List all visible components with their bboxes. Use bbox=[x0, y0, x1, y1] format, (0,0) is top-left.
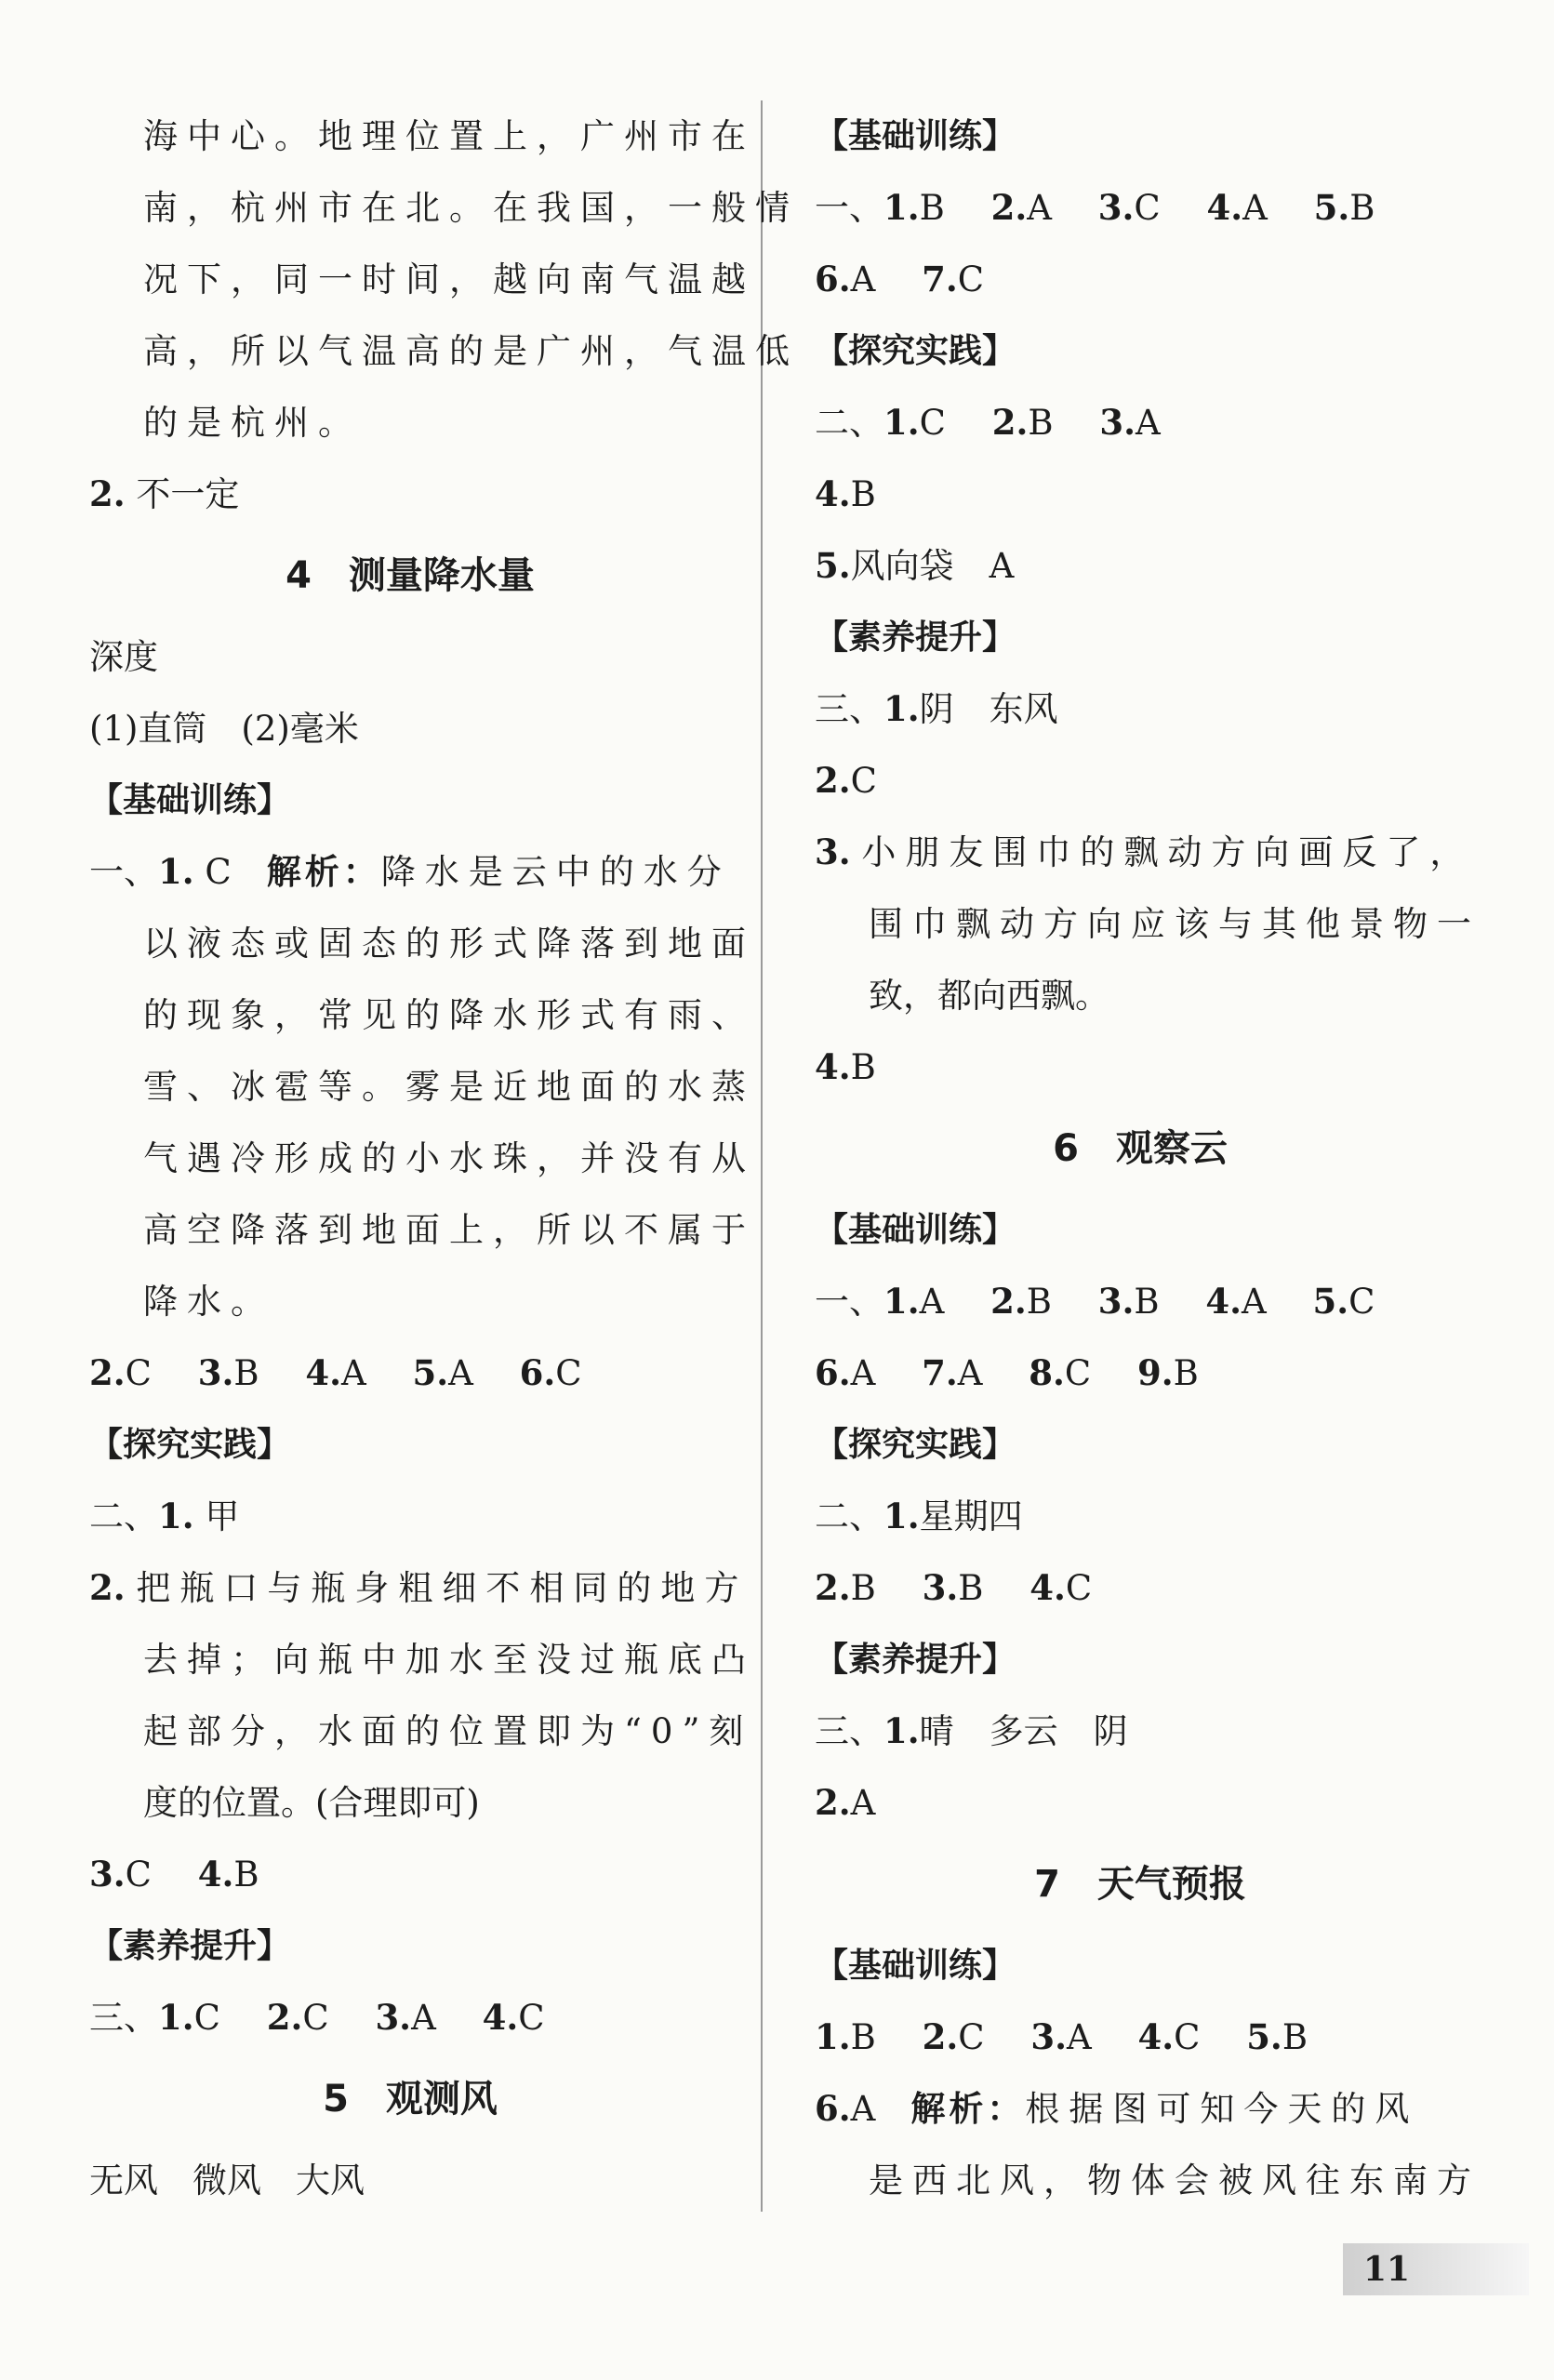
answer-row bbox=[815, 244, 1466, 315]
analysis-line: 降水。 bbox=[143, 1282, 274, 1322]
subsection-heading: 【素养提升】 bbox=[815, 1641, 1016, 1679]
question-number: 1. bbox=[883, 1710, 920, 1751]
answer-text-line: 度的位置。(合理即可) bbox=[143, 1783, 480, 1823]
answer-value: A bbox=[957, 1353, 983, 1393]
answer-value: A bbox=[1135, 403, 1161, 443]
question-number: 1. bbox=[883, 688, 920, 729]
answer-value: B bbox=[1282, 2017, 1308, 2057]
question-number: 3. bbox=[922, 1567, 959, 1608]
section-number: 6 bbox=[1053, 1127, 1079, 1170]
question-number: 2. bbox=[990, 1281, 1027, 1322]
answer-value: 阴 bbox=[919, 689, 954, 729]
answer-value: C bbox=[1065, 1568, 1093, 1608]
answer-value: C bbox=[205, 852, 232, 892]
answer-value: 风向袋 bbox=[850, 546, 954, 586]
question-number: 5. bbox=[1246, 2016, 1282, 2057]
question-number: 2. bbox=[922, 2016, 959, 2057]
analysis-text: 根据图可知今天的风 bbox=[1025, 2089, 1419, 2129]
question-number: 4. bbox=[197, 1854, 234, 1895]
subsection-heading: 【基础训练】 bbox=[815, 1211, 1016, 1249]
answer-text-line: 去掉；向瓶中加水至没过瓶底凸 bbox=[143, 1640, 755, 1680]
answer-value: C bbox=[125, 1855, 152, 1895]
question-number: 4. bbox=[305, 1352, 341, 1393]
section-number: 7 bbox=[1034, 1863, 1060, 1906]
answer-value: B bbox=[1026, 1282, 1052, 1322]
analysis-text: 降水是云中的水分 bbox=[380, 852, 731, 892]
question-number: 7. bbox=[922, 259, 958, 299]
part-prefix: 三、 bbox=[815, 689, 883, 729]
analysis-label: 解析： bbox=[910, 2089, 1026, 2129]
answer-value: 阴 bbox=[1093, 1711, 1128, 1751]
subsection-heading: 【基础训练】 bbox=[815, 1947, 1016, 1985]
question-number: 4. bbox=[482, 1997, 519, 2038]
question-number: 3. bbox=[89, 1854, 126, 1895]
answer-value: C bbox=[125, 1353, 152, 1393]
answer-value: A bbox=[1242, 1282, 1267, 1322]
answer-value: B bbox=[958, 1568, 984, 1608]
section-heading bbox=[815, 1103, 1466, 1194]
answer-value: C bbox=[1064, 1353, 1092, 1393]
answer-row bbox=[815, 1337, 1466, 1409]
answer-value: A bbox=[340, 1353, 366, 1393]
question-number: 2. bbox=[991, 402, 1029, 443]
question-number: 7. bbox=[922, 1352, 958, 1393]
column-divider bbox=[761, 100, 763, 2212]
section-heading bbox=[89, 530, 731, 621]
question-number: 1. bbox=[883, 1496, 920, 1536]
answer-row bbox=[815, 530, 1466, 602]
question-number: 6. bbox=[815, 259, 851, 299]
left-column bbox=[89, 100, 799, 2216]
question-number: 4. bbox=[1206, 187, 1243, 228]
section-title: 观测风 bbox=[385, 2078, 498, 2121]
subsection-heading: 【素养提升】 bbox=[815, 618, 1016, 657]
answer-value: B bbox=[850, 1568, 876, 1608]
question-number: 1. bbox=[883, 402, 920, 443]
answer-row bbox=[89, 1337, 731, 1409]
answer-row bbox=[815, 1266, 1466, 1337]
answer-value: B bbox=[1134, 1282, 1160, 1322]
question-number: 2. bbox=[89, 1567, 126, 1608]
analysis-line: 以液态或固态的形式降落到地面 bbox=[143, 924, 755, 964]
question-number: 4. bbox=[1205, 1281, 1242, 1322]
answer-value: A bbox=[411, 1998, 436, 2038]
answer-value: 甲 bbox=[205, 1496, 240, 1536]
answer-row bbox=[815, 745, 1466, 817]
subsection-heading: 【素养提升】 bbox=[89, 1927, 291, 1965]
question-number: 1. bbox=[158, 1997, 194, 2038]
question-number: 2. bbox=[815, 760, 851, 801]
section-heading bbox=[815, 1839, 1466, 1930]
part-prefix: 一、 bbox=[815, 1282, 883, 1322]
answer-value: B bbox=[233, 1855, 259, 1895]
continued-line: 高，所以气温高的是广州，气温低 bbox=[143, 331, 799, 371]
part-prefix: 一、 bbox=[815, 188, 883, 228]
answer-value: C bbox=[850, 761, 877, 801]
answer-row bbox=[815, 459, 1466, 530]
question-number: 6. bbox=[519, 1352, 556, 1393]
answer-row bbox=[815, 1695, 1466, 1767]
question-number: 2. bbox=[990, 187, 1028, 228]
answer-text: 把瓶口与瓶身粗细不相同的地方 bbox=[136, 1568, 749, 1608]
answer-value: A bbox=[850, 259, 876, 299]
question-number: 6. bbox=[815, 1352, 851, 1393]
question-number: 3. bbox=[1030, 2016, 1067, 2057]
question-number: 5. bbox=[1312, 1281, 1349, 1322]
question-number: 2. bbox=[815, 1782, 851, 1823]
answer-line: (1)直筒 (2)毫米 bbox=[89, 709, 359, 749]
section-heading bbox=[89, 2054, 731, 2145]
answer-value: B bbox=[850, 2017, 876, 2057]
answer-value: A bbox=[989, 546, 1015, 586]
answer-row bbox=[815, 1767, 1466, 1839]
answer-text: 不一定 bbox=[136, 474, 240, 514]
part-prefix: 三、 bbox=[815, 1711, 883, 1751]
subsection-heading: 【探究实践】 bbox=[89, 1426, 291, 1464]
answer-text-line: 致，都向西飘。 bbox=[869, 976, 1109, 1016]
part-prefix: 一、 bbox=[89, 852, 158, 892]
question-number: 1. bbox=[158, 1496, 194, 1536]
answer-value: A bbox=[850, 1783, 876, 1823]
continued-line: 的是杭州。 bbox=[143, 403, 362, 443]
answer-value: A bbox=[448, 1353, 473, 1393]
question-number: 4. bbox=[815, 473, 851, 514]
subsection-heading: 【基础训练】 bbox=[815, 117, 1016, 155]
question-number: 8. bbox=[1029, 1352, 1065, 1393]
answer-value: C bbox=[193, 1998, 220, 2038]
question-number: 4. bbox=[1137, 2016, 1175, 2057]
question-number: 1. bbox=[158, 851, 194, 892]
question-number: 3. bbox=[1097, 1281, 1135, 1322]
section-title: 测量降水量 bbox=[348, 554, 535, 597]
part-prefix: 二、 bbox=[815, 1496, 883, 1536]
answer-line: 深度 bbox=[89, 637, 158, 677]
answer-row bbox=[89, 1839, 731, 1910]
answer-value: B bbox=[850, 1047, 876, 1087]
answer-value: A bbox=[850, 1353, 876, 1393]
question-number: 3. bbox=[197, 1352, 234, 1393]
subsection-heading: 【探究实践】 bbox=[815, 1426, 1016, 1464]
answer-value: C bbox=[919, 403, 946, 443]
answer-row bbox=[815, 673, 1466, 745]
question-number: 3. bbox=[1097, 187, 1135, 228]
page-number: 11 bbox=[1343, 2243, 1529, 2295]
question-number: 1. bbox=[883, 1281, 920, 1322]
answer-value: B bbox=[1028, 403, 1054, 443]
part-prefix: 三、 bbox=[89, 1998, 158, 2038]
section-title: 观察云 bbox=[1115, 1127, 1228, 1170]
answer-text-line: 围巾飘动方向应该与其他景物一 bbox=[869, 904, 1481, 944]
answer-line bbox=[89, 1552, 749, 1624]
answer-row bbox=[815, 1031, 1466, 1103]
answer-row bbox=[815, 172, 1466, 244]
answer-row bbox=[815, 387, 1466, 459]
question-number: 3. bbox=[375, 1997, 412, 2038]
answer-value: 晴 bbox=[919, 1711, 954, 1751]
answer-line bbox=[89, 836, 731, 908]
question-number: 3. bbox=[815, 831, 851, 872]
answer-value: A bbox=[1027, 188, 1052, 228]
question-number: 9. bbox=[1137, 1352, 1174, 1393]
question-number: 5. bbox=[1313, 187, 1350, 228]
part-prefix: 二、 bbox=[89, 1496, 158, 1536]
question-number: 3. bbox=[1099, 402, 1136, 443]
answer-line bbox=[815, 2073, 1466, 2145]
answer-value: C bbox=[518, 1998, 545, 2038]
question-number: 2. bbox=[266, 1997, 303, 2038]
question-number: 4. bbox=[815, 1046, 851, 1087]
continued-line: 南，杭州市在北。在我国，一般情 bbox=[143, 188, 799, 228]
question-number: 1. bbox=[815, 2016, 851, 2057]
answer-value: C bbox=[302, 1998, 329, 2038]
answer-value: B bbox=[1173, 1353, 1199, 1393]
answer-value: C bbox=[555, 1353, 582, 1393]
section-title: 天气预报 bbox=[1096, 1863, 1246, 1906]
analysis-line: 高空降落到地面上，所以不属于 bbox=[143, 1210, 755, 1250]
answer-value: A bbox=[1066, 2017, 1092, 2057]
answer-value: C bbox=[957, 259, 985, 299]
question-number: 6. bbox=[815, 2088, 851, 2129]
answer-row bbox=[815, 1552, 1466, 1624]
answer-row bbox=[815, 1481, 1466, 1552]
answer-text: 小朋友围巾的飘动方向画反了， bbox=[861, 832, 1474, 872]
answer-line: 无风 微风 大风 bbox=[89, 2161, 365, 2201]
analysis-line: 雪、冰雹等。雾是近地面的水蒸 bbox=[143, 1067, 755, 1107]
answer-value: A bbox=[919, 1282, 945, 1322]
question-number: 2. bbox=[89, 1352, 126, 1393]
answer-value: C bbox=[1348, 1282, 1375, 1322]
section-number: 5 bbox=[323, 2078, 349, 2121]
question-number: 2. bbox=[815, 1567, 851, 1608]
answer-line bbox=[89, 1481, 731, 1552]
analysis-line: 的现象，常见的降水形式有雨、 bbox=[143, 995, 755, 1035]
answer-value: A bbox=[1242, 188, 1268, 228]
analysis-label: 解析： bbox=[266, 852, 381, 892]
question-number: 2. bbox=[89, 473, 126, 514]
answer-value: B bbox=[850, 474, 876, 514]
answer-line bbox=[815, 817, 1474, 888]
question-number: 5. bbox=[815, 545, 851, 586]
answer-value: B bbox=[919, 188, 945, 228]
answer-value: B bbox=[1349, 188, 1375, 228]
answer-value: C bbox=[1174, 2017, 1201, 2057]
part-prefix: 二、 bbox=[815, 403, 883, 443]
analysis-line: 气遇冷形成的小水珠，并没有从 bbox=[143, 1138, 755, 1178]
question-number: 1. bbox=[883, 187, 920, 228]
answer-value: 星期四 bbox=[919, 1496, 1023, 1536]
question-number: 4. bbox=[1029, 1567, 1066, 1608]
analysis-line: 是西北风，物体会被风往东南方 bbox=[869, 2161, 1481, 2201]
answer-value: B bbox=[233, 1353, 259, 1393]
subsection-heading: 【基础训练】 bbox=[89, 781, 291, 819]
right-column bbox=[815, 100, 1481, 2216]
question-number: 5. bbox=[412, 1352, 449, 1393]
continued-line: 海中心。地理位置上，广州市在 bbox=[143, 116, 755, 156]
answer-row bbox=[815, 2001, 1466, 2073]
answer-line bbox=[89, 459, 731, 530]
answer-value: A bbox=[850, 2089, 876, 2129]
answer-value: 多云 bbox=[989, 1711, 1058, 1751]
answer-value: 东风 bbox=[989, 689, 1058, 729]
answer-row bbox=[89, 1982, 731, 2054]
answer-text-line: 起部分，水面的位置即为“0”刻 bbox=[143, 1711, 753, 1751]
subsection-heading: 【探究实践】 bbox=[815, 332, 1016, 370]
continued-line: 况下，同一时间，越向南气温越 bbox=[143, 259, 755, 299]
section-number: 4 bbox=[286, 554, 312, 597]
answer-value: C bbox=[958, 2017, 985, 2057]
answer-value: C bbox=[1134, 188, 1161, 228]
